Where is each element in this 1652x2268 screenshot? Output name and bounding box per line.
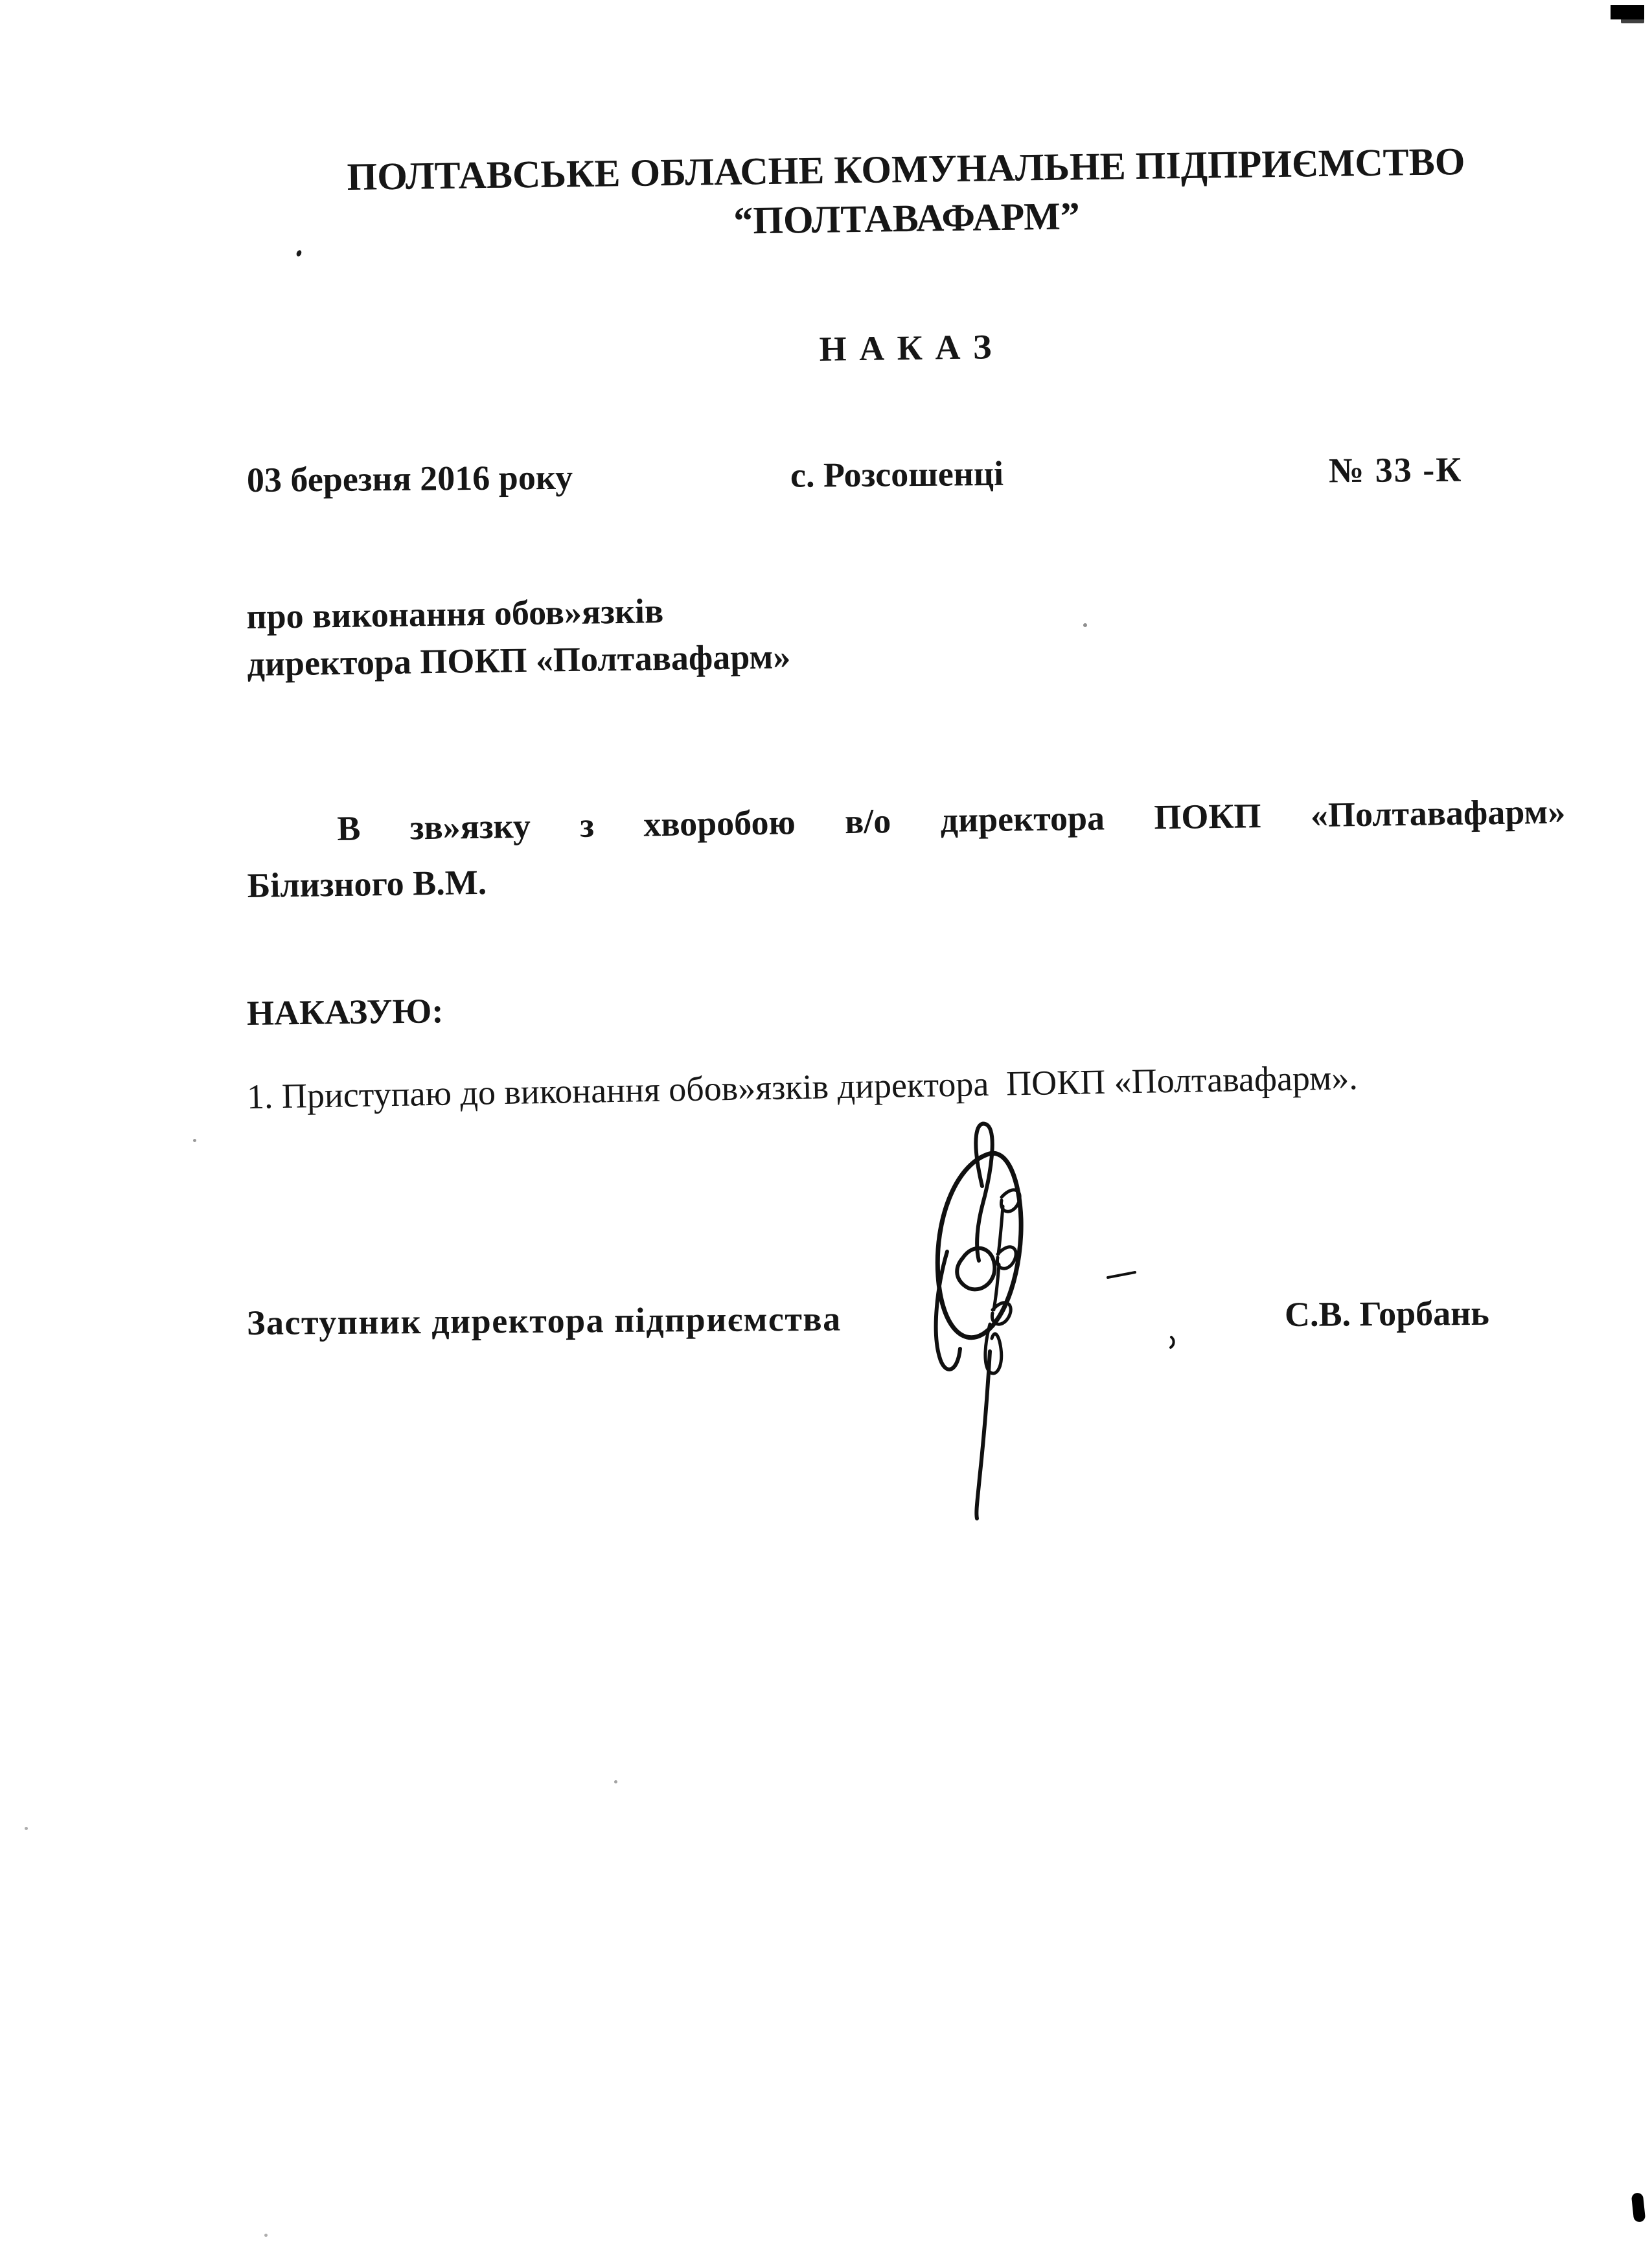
doc-place: с. Розсошенці [790, 453, 1004, 495]
org-name-line-1: ПОЛТАВСЬКЕ ОБЛАСНЕ КОМУНАЛЬНЕ ПІДПРИЄМСТВО [347, 139, 1465, 199]
subject-line-1: про виконання обов»язків [246, 591, 664, 637]
doc-date: 03 березня 2016 року [246, 457, 573, 499]
order-item-1: 1. Приступаю до виконання обов»язків директора ПОКП «Полтавафарм». [246, 1058, 1359, 1116]
scan-speck [614, 1780, 617, 1783]
scan-speck [25, 1827, 28, 1830]
doc-number: № 33 -К [1328, 450, 1463, 490]
org-name-header [246, 135, 1566, 252]
scan-speck [193, 1139, 196, 1142]
order-heading: НАКАЗУЮ: [246, 991, 444, 1033]
signer-name: С.В. Горбань [1284, 1293, 1490, 1334]
doc-type-title: Н А К А З [819, 327, 994, 369]
body-line-2: Білизного В.М. [247, 862, 487, 905]
scan-artifact-top-right-smudge [1621, 18, 1644, 23]
body-paragraph [246, 784, 1566, 913]
signer-title: Заступник директора підприємства [246, 1299, 842, 1342]
scan-speck [1083, 623, 1087, 627]
scan-speck [264, 2234, 268, 2237]
scan-artifact-top-right-bar [1611, 5, 1644, 19]
scan-artifact-bottom-right-blob [1631, 2192, 1646, 2223]
signature-scribble [925, 1118, 1184, 1536]
subject-block [246, 586, 791, 688]
body-line-1: В зв»язку з хворобою в/о директора ПОКП «Полтавафарм» [336, 792, 1566, 849]
date-row [247, 449, 1491, 500]
org-name-line-2: “ПОЛТАВАФАРМ” [733, 194, 1081, 242]
subject-line-2: директора ПОКП «Полтавафарм» [247, 637, 791, 683]
